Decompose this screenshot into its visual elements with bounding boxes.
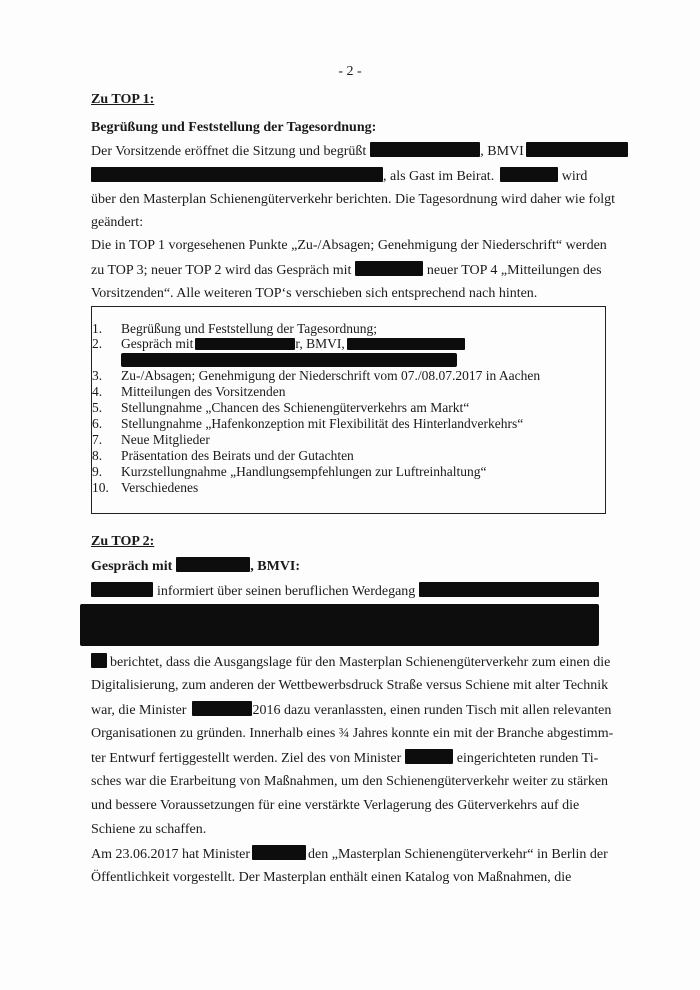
top1-subheading: Begrüßung und Feststellung der Tagesordnung: <box>91 120 377 135</box>
redaction-bar <box>500 167 558 182</box>
top1-line-5: Die in TOP 1 vorgesehenen Punkte „Zu-/Absagen; Genehmigung der Niederschrift“ werden <box>91 238 607 253</box>
text-segment: informiert über seinen beruflichen Werdegang <box>157 584 416 599</box>
text-segment: 2016 dazu veranlassten, einen runden Tisch mit allen relevanten <box>252 703 612 718</box>
redaction-bar <box>526 142 628 157</box>
agenda-item-text: Neue Mitglieder <box>121 432 210 447</box>
top2-line-9: Schiene zu schaffen. <box>91 822 207 837</box>
text-segment: eingerichteten runden Ti- <box>456 751 599 766</box>
agenda-box <box>91 306 606 514</box>
redaction-bar <box>370 142 480 157</box>
page-number: - 2 - <box>338 64 362 79</box>
text-segment: neuer TOP 4 „Mitteilungen des <box>426 263 602 278</box>
top2-line-10 <box>91 845 608 864</box>
text-segment: Am 23.06.2017 hat Minister <box>91 847 251 862</box>
text-segment: , als Gast im Beirat. <box>383 169 495 184</box>
agenda-item-number: 6. <box>92 416 103 431</box>
text-segment: Der Vorsitzende eröffnet die Sitzung und begrüßt <box>91 144 367 159</box>
redaction-bar <box>405 749 453 764</box>
top1-line-1 <box>91 142 628 161</box>
redaction-bar <box>252 845 306 860</box>
agenda-item-text <box>121 336 465 351</box>
text-segment: den „Masterplan Schienengüterverkehr“ in Berlin der <box>308 847 608 862</box>
agenda-item-text: Präsentation des Beirats und der Gutachten <box>121 448 354 463</box>
redaction-bar <box>91 167 383 182</box>
redaction-bar <box>195 338 295 350</box>
top2-line-11: Öffentlichkeit vorgestellt. Der Masterplan enthält einen Katalog von Maßnahmen, die <box>91 870 572 885</box>
text-segment: zu TOP 3; neuer TOP 2 wird das Gespräch mit <box>91 263 352 278</box>
agenda-item-number: 2. <box>92 336 103 351</box>
text-segment: , BMVI: <box>250 559 301 574</box>
text-segment: ter Entwurf fertiggestellt werden. Ziel des von Minister <box>91 751 402 766</box>
top2-line-3: Digitalisierung, zum anderen der Wettbewerbsdruck Straße versus Schiene mit alter Technik <box>91 678 609 693</box>
agenda-item-text: Stellungnahme „Hafenkonzeption mit Flexibilität des Hinterlandverkehrs“ <box>121 416 524 431</box>
redaction-block <box>80 604 599 646</box>
top1-heading: Zu TOP 1: <box>91 92 155 107</box>
text-segment: wird <box>561 169 588 184</box>
agenda-item-number: 10. <box>92 480 109 495</box>
agenda-item-text: Verschiedenes <box>121 480 199 495</box>
top2-subheading <box>91 557 300 575</box>
redaction-bar <box>347 338 465 350</box>
agenda-item-number: 7. <box>92 432 103 447</box>
agenda-item-number: 3. <box>92 368 103 383</box>
text-segment: Gespräch mit <box>91 559 173 574</box>
agenda-item-number: 8. <box>92 448 103 463</box>
agenda-item-text: Kurzstellungnahme „Handlungsempfehlungen zur Luftreinhaltung“ <box>121 464 487 479</box>
agenda-item-number: 1. <box>92 321 103 336</box>
text-segment: r, BMVI, <box>295 336 345 351</box>
top1-line-4: geändert: <box>91 215 144 230</box>
redaction-bar <box>355 261 423 276</box>
top1-line-3: über den Masterplan Schienengüterverkehr berichten. Die Tagesordnung wird daher wie folgt <box>91 192 615 207</box>
top2-line-5: Organisationen zu gründen. Innerhalb eines ¾ Jahres konnte ein mit der Branche abgestimm- <box>91 726 614 741</box>
redaction-bar <box>91 582 153 597</box>
top1-line-6 <box>91 261 602 280</box>
top2-line-4 <box>91 701 611 720</box>
top2-line-2 <box>91 653 610 672</box>
text-segment: Gespräch mit <box>121 336 194 351</box>
text-segment: berichtet, dass die Ausgangslage für den Masterplan Schienengüterverkehr zum einen die <box>110 655 611 670</box>
redaction-bar <box>192 701 252 716</box>
redaction-bar <box>91 653 107 668</box>
top1-line-7: Vorsitzenden“. Alle weiteren TOP‘s verschieben sich entsprechend nach hinten. <box>91 286 538 301</box>
redaction-bar <box>419 582 599 597</box>
top2-line-8: und bessere Voraussetzungen für eine verstärkte Verlagerung des Güterverkehrs auf die <box>91 798 580 813</box>
agenda-item-number: 9. <box>92 464 103 479</box>
agenda-item-number: 5. <box>92 400 103 415</box>
top2-heading: Zu TOP 2: <box>91 534 155 549</box>
agenda-item-text: Begrüßung und Feststellung der Tagesordnung; <box>121 321 378 336</box>
text-segment: war, die Minister <box>91 703 187 718</box>
agenda-item-text: Zu-/Absagen; Genehmigung der Niederschrift vom 07./08.07.2017 in Aachen <box>121 368 541 383</box>
redaction-bar <box>121 353 457 367</box>
top2-line-1 <box>91 582 599 601</box>
redaction-bar <box>176 557 250 572</box>
top2-line-7: sches war die Erarbeitung von Maßnahmen, um den Schienengüterverkehr weiter zu stärken <box>91 774 609 789</box>
top2-line-6 <box>91 749 598 768</box>
text-segment: , BMVI <box>480 144 524 159</box>
agenda-item-text: Mitteilungen des Vorsitzenden <box>121 384 286 399</box>
agenda-item-number: 4. <box>92 384 103 399</box>
top1-line-2 <box>91 167 587 186</box>
agenda-item-text: Stellungnahme „Chancen des Schienengüterverkehrs am Markt“ <box>121 400 470 415</box>
